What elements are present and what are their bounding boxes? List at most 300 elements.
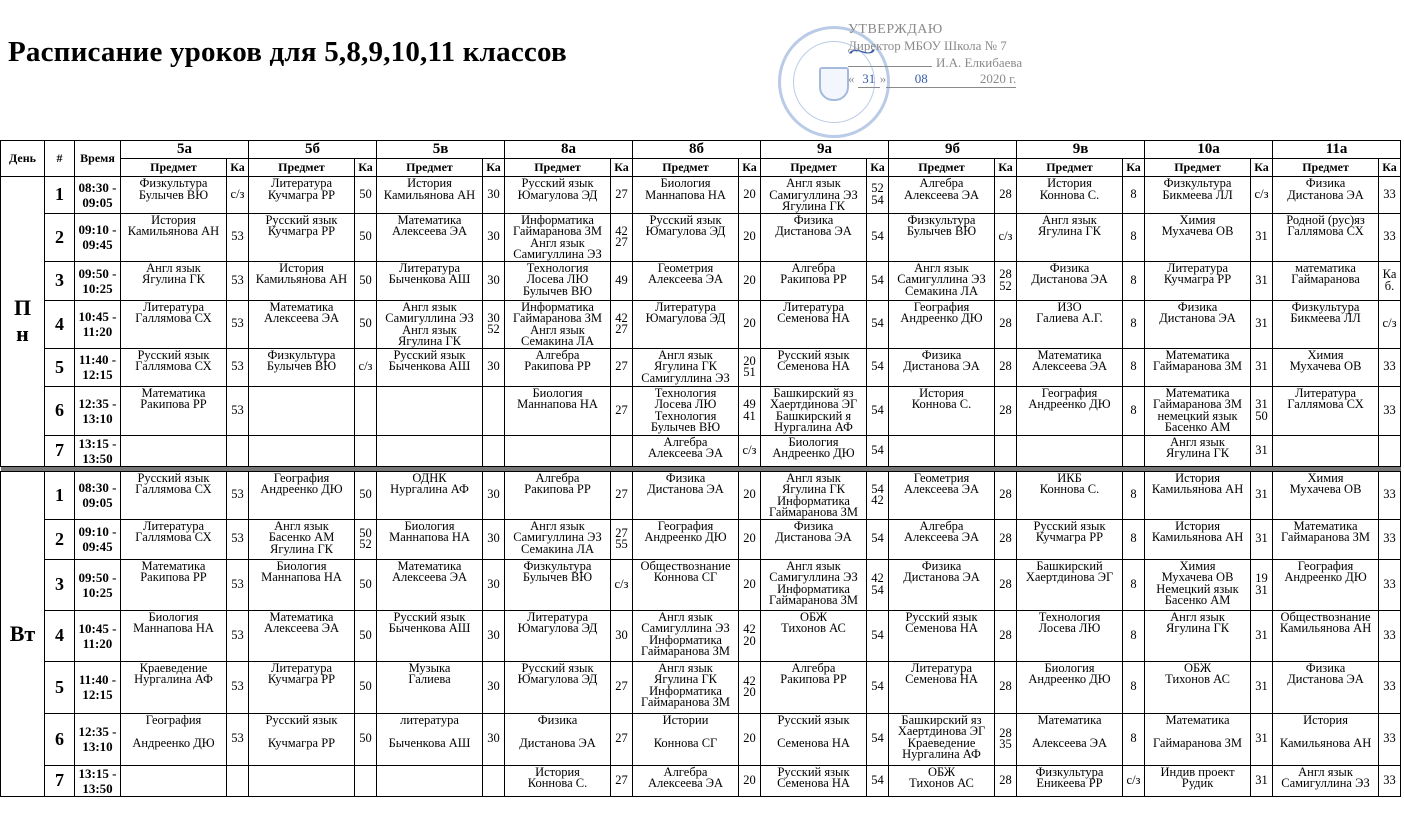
class-header: 11а <box>1273 141 1401 159</box>
room-header: Ка <box>483 159 505 177</box>
lesson-time: 11:40 - 12:15 <box>75 661 121 713</box>
subject-cell: Обществознание Камильянова АН <box>1273 610 1379 661</box>
lesson-time: 08:30 - 09:05 <box>75 471 121 519</box>
room-cell: 27 <box>611 713 633 765</box>
room-cell: 54 42 <box>867 471 889 519</box>
room-cell: 8 <box>1123 386 1145 435</box>
room-cell: 30 <box>483 177 505 214</box>
subject-cell: Физкультура Бикмеева ЛЛ <box>1273 300 1379 348</box>
room-cell: 20 <box>739 713 761 765</box>
subject-cell: Физкультура Булычев ВЮ <box>889 213 995 261</box>
room-cell <box>355 435 377 466</box>
subject-cell: Литература Быченкова АШ <box>377 261 483 300</box>
room-cell: 19 31 <box>1251 559 1273 610</box>
lesson-row <box>1 661 1401 713</box>
room-cell: 30 <box>483 471 505 519</box>
approval-position: Директор МБОУ Школа № 7 <box>848 38 1007 53</box>
subject-cell: Физкультура Еникеева РР <box>1017 765 1123 796</box>
room-cell: 50 <box>355 610 377 661</box>
room-cell: 54 <box>867 610 889 661</box>
room-cell: 50 <box>355 261 377 300</box>
subject-cell <box>121 765 227 796</box>
class-header: 10а <box>1145 141 1273 159</box>
room-cell: 54 <box>867 519 889 559</box>
lesson-number: 1 <box>45 177 75 214</box>
room-cell: 33 <box>1379 610 1401 661</box>
lesson-time: 11:40 - 12:15 <box>75 348 121 386</box>
subject-cell: ОДНК Нургалина АФ <box>377 471 483 519</box>
subject-cell: История Камильянова АН <box>249 261 355 300</box>
room-cell: 54 <box>867 261 889 300</box>
room-cell: 31 <box>1251 471 1273 519</box>
room-cell: 30 52 <box>483 300 505 348</box>
subject-cell: Химия Мухачева ОВ <box>1145 213 1251 261</box>
room-cell: 30 <box>483 213 505 261</box>
schedule-table <box>0 140 1401 797</box>
room-header: Ка <box>1123 159 1145 177</box>
lesson-time: 10:45 - 11:20 <box>75 300 121 348</box>
class-header: 5в <box>377 141 505 159</box>
room-cell: 27 <box>611 386 633 435</box>
room-cell: 50 <box>355 177 377 214</box>
lesson-number: 3 <box>45 559 75 610</box>
lesson-number: 1 <box>45 471 75 519</box>
room-cell: Ка б. <box>1379 261 1401 300</box>
room-cell: с/з <box>227 177 249 214</box>
lesson-row <box>1 261 1401 300</box>
room-cell: 20 <box>739 261 761 300</box>
room-cell: 20 51 <box>739 348 761 386</box>
subject-cell: Русский язык Галлямова СХ <box>121 348 227 386</box>
date-month: 08 <box>886 71 956 88</box>
subject-cell <box>1273 435 1379 466</box>
subject-cell: Математика Алексеева ЭА <box>249 300 355 348</box>
room-header: Ка <box>1379 159 1401 177</box>
subject-cell <box>889 435 995 466</box>
subject-cell: Русский язык Семенова НА <box>761 765 867 796</box>
room-cell: 28 52 <box>995 261 1017 300</box>
subject-cell: ИЗО Галиева А.Г. <box>1017 300 1123 348</box>
subject-cell <box>377 386 483 435</box>
room-cell: 27 <box>611 471 633 519</box>
subject-cell: математика Гаймаранова <box>1273 261 1379 300</box>
room-cell: 8 <box>1123 559 1145 610</box>
room-cell: 20 <box>739 213 761 261</box>
subject-cell: Химия Мухачева ОВ <box>1273 348 1379 386</box>
lesson-row <box>1 386 1401 435</box>
subject-cell: Англ язык Самигуллина ЭЗ Семакина ЛА <box>889 261 995 300</box>
room-cell: 49 <box>611 261 633 300</box>
lesson-number: 4 <box>45 300 75 348</box>
subject-header: Предмет <box>1017 159 1123 177</box>
lesson-row <box>1 300 1401 348</box>
room-cell: 31 50 <box>1251 386 1273 435</box>
date-day: 31 <box>858 71 880 88</box>
room-cell: с/з <box>355 348 377 386</box>
room-cell: 42 27 <box>611 213 633 261</box>
room-cell: 27 55 <box>611 519 633 559</box>
subject-cell: Химия Мухачева ОВ Немецкий язык Басенко АМ <box>1145 559 1251 610</box>
lesson-row <box>1 348 1401 386</box>
room-header: Ка <box>739 159 761 177</box>
room-cell: 49 41 <box>739 386 761 435</box>
subject-cell: География Андреенко ДЮ <box>1273 559 1379 610</box>
room-cell: 54 <box>867 300 889 348</box>
subject-cell: Математика Гаймаранова ЗМ <box>1145 713 1251 765</box>
room-header: Ка <box>227 159 249 177</box>
lesson-number: 7 <box>45 435 75 466</box>
room-cell: с/з <box>1123 765 1145 796</box>
room-cell: 50 <box>355 713 377 765</box>
subject-cell: Биология Маннапова НА <box>505 386 611 435</box>
lesson-time: 09:10 - 09:45 <box>75 519 121 559</box>
room-cell: с/з <box>995 213 1017 261</box>
subject-cell: Алгебра Ракипова РР <box>505 348 611 386</box>
subject-cell <box>249 765 355 796</box>
room-cell: 50 <box>355 300 377 348</box>
class-header: 5б <box>249 141 377 159</box>
subject-cell: Русский язык Кучмагра РР <box>249 213 355 261</box>
room-cell: 31 <box>1251 213 1273 261</box>
room-cell: 50 <box>355 471 377 519</box>
lesson-time: 12:35 - 13:10 <box>75 386 121 435</box>
date-year: 2020 г. <box>956 71 1016 88</box>
subject-cell: Алгебра Алексеева ЭА <box>889 519 995 559</box>
subject-cell: Физика Дистанова ЭА <box>505 713 611 765</box>
room-cell: 8 <box>1123 519 1145 559</box>
room-cell: 53 <box>227 213 249 261</box>
room-cell: 28 <box>995 519 1017 559</box>
lesson-number: 7 <box>45 765 75 796</box>
subject-cell: Биология Маннапова НА <box>249 559 355 610</box>
page-title: Расписание уроков для 5,8,9,10,11 классов <box>8 36 567 68</box>
room-cell: 50 <box>355 559 377 610</box>
room-cell: 54 <box>867 765 889 796</box>
room-cell: 53 <box>227 713 249 765</box>
room-cell: 42 20 <box>739 610 761 661</box>
lesson-row <box>1 559 1401 610</box>
room-header: Ка <box>611 159 633 177</box>
lesson-time: 10:45 - 11:20 <box>75 610 121 661</box>
room-cell: 27 <box>611 765 633 796</box>
room-header: Ка <box>355 159 377 177</box>
room-cell: 8 <box>1123 471 1145 519</box>
subject-cell: Краеведение Нургалина АФ <box>121 661 227 713</box>
room-cell: 8 <box>1123 261 1145 300</box>
room-cell: 31 <box>1251 300 1273 348</box>
class-header: 8а <box>505 141 633 159</box>
subject-cell: Англ язык Ягулина ГК <box>1017 213 1123 261</box>
room-cell: 33 <box>1379 765 1401 796</box>
subject-cell: Англ язык Ягулина ГК Самигуллина ЭЗ <box>633 348 739 386</box>
room-cell: 33 <box>1379 559 1401 610</box>
room-header: Ка <box>1251 159 1273 177</box>
room-cell: 42 20 <box>739 661 761 713</box>
room-cell: 50 52 <box>355 519 377 559</box>
subject-cell: Физкультура Бикмеева ЛЛ <box>1145 177 1251 214</box>
subject-cell: География Андреенко ДЮ <box>889 300 995 348</box>
room-cell: 33 <box>1379 177 1401 214</box>
room-cell <box>355 386 377 435</box>
room-cell: 8 <box>1123 348 1145 386</box>
class-header: 9а <box>761 141 889 159</box>
room-cell: 31 <box>1251 348 1273 386</box>
subject-header: Предмет <box>1273 159 1379 177</box>
subject-cell: Алгебра Алексеева ЭА <box>633 435 739 466</box>
room-cell: 52 54 <box>867 177 889 214</box>
subject-header: Предмет <box>249 159 355 177</box>
header-number: # <box>45 141 75 177</box>
room-cell: 30 <box>483 348 505 386</box>
room-cell: 30 <box>483 661 505 713</box>
subject-cell: История Коннова С. <box>889 386 995 435</box>
subject-cell: Физика Дистанова ЭА <box>1145 300 1251 348</box>
room-cell: 31 <box>1251 765 1273 796</box>
room-cell: 54 <box>867 386 889 435</box>
approval-block <box>848 22 1022 88</box>
lesson-time: 09:50 - 10:25 <box>75 559 121 610</box>
room-cell: 53 <box>227 348 249 386</box>
subject-cell <box>121 435 227 466</box>
room-cell: 33 <box>1379 213 1401 261</box>
approval-heading: УТВЕРЖДАЮ <box>848 22 943 37</box>
subject-cell: География Андреенко ДЮ <box>121 713 227 765</box>
subject-cell: Англ язык Самигуллина ЭЗ Информатика Гаймаранова ЗМ <box>633 610 739 661</box>
subject-cell <box>249 386 355 435</box>
subject-cell: Англ язык Ягулина ГК Информатика Гаймаранова ЗМ <box>633 661 739 713</box>
subject-cell: Математика Ракипова РР <box>121 386 227 435</box>
room-cell: 53 <box>227 300 249 348</box>
subject-cell: Физика Дистанова ЭА <box>1273 177 1379 214</box>
room-cell: 53 <box>227 559 249 610</box>
subject-cell: Математика Гаймаранова ЗМ немецкий язык Басенко АМ <box>1145 386 1251 435</box>
room-cell: 28 <box>995 386 1017 435</box>
header-day: День <box>1 141 45 177</box>
room-cell: 30 <box>483 519 505 559</box>
subject-cell <box>377 765 483 796</box>
room-cell: 30 <box>483 261 505 300</box>
approval-date: « 31 » 08 2020 г. <box>848 71 1017 86</box>
subject-cell: Башкирский яз Хаертдинова ЭГ Краеведение Нургалина АФ <box>889 713 995 765</box>
lesson-row <box>1 713 1401 765</box>
room-cell: 27 <box>611 348 633 386</box>
subject-cell: Англ язык Ягулина ГК <box>1145 610 1251 661</box>
lesson-number: 2 <box>45 519 75 559</box>
room-cell: 53 <box>227 610 249 661</box>
subject-cell: Англ язык Самигуллина ЭЗ Информатика Гаймаранова ЗМ <box>761 559 867 610</box>
subject-cell: ОБЖ Тихонов АС <box>1145 661 1251 713</box>
subject-cell <box>377 435 483 466</box>
subject-cell: Алгебра Алексеева ЭА <box>633 765 739 796</box>
lesson-number: 5 <box>45 348 75 386</box>
lesson-number: 5 <box>45 661 75 713</box>
room-cell: 31 <box>1251 261 1273 300</box>
room-cell: с/з <box>1251 177 1273 214</box>
room-cell <box>483 765 505 796</box>
subject-cell: Физика Дистанова ЭА <box>761 519 867 559</box>
room-cell: 28 <box>995 765 1017 796</box>
lesson-time: 13:15 - 13:50 <box>75 435 121 466</box>
header-time: Время <box>75 141 121 177</box>
room-cell: 42 27 <box>611 300 633 348</box>
lesson-time: 13:15 - 13:50 <box>75 765 121 796</box>
subject-cell: Русский язык Семенова НА <box>761 713 867 765</box>
subject-cell: История Коннова С. <box>1017 177 1123 214</box>
lesson-number: 6 <box>45 386 75 435</box>
room-cell: 33 <box>1379 348 1401 386</box>
room-header: Ка <box>867 159 889 177</box>
room-cell <box>355 765 377 796</box>
subject-cell: Литература Кучмагра РР <box>1145 261 1251 300</box>
room-cell: 31 <box>1251 713 1273 765</box>
subject-cell: ИКБ Коннова С. <box>1017 471 1123 519</box>
subject-cell: Физика Дистанова ЭА <box>889 559 995 610</box>
room-cell: 31 <box>1251 435 1273 466</box>
room-cell: 20 <box>739 471 761 519</box>
subject-cell <box>249 435 355 466</box>
room-cell: 53 <box>227 386 249 435</box>
room-cell <box>483 435 505 466</box>
subject-cell: Алгебра Алексеева ЭА <box>889 177 995 214</box>
subject-cell: Геометрия Алексеева ЭА <box>633 261 739 300</box>
room-cell: 28 <box>995 177 1017 214</box>
approval-signature-line <box>848 54 1022 71</box>
room-cell: 54 <box>867 213 889 261</box>
subject-cell: Англ язык Басенко АМ Ягулина ГК <box>249 519 355 559</box>
subject-cell: История Коннова С. <box>505 765 611 796</box>
room-cell: 8 <box>1123 713 1145 765</box>
room-cell: 8 <box>1123 177 1145 214</box>
subject-cell: Литература Юмагулова ЭД <box>505 610 611 661</box>
subject-cell: Математика Алексеева ЭА <box>1017 348 1123 386</box>
subject-cell: Технология Лосева ЛЮ Технология Булычев ВЮ <box>633 386 739 435</box>
subject-cell: Родной (рус)яз Галлямова СХ <box>1273 213 1379 261</box>
room-cell: 28 <box>995 471 1017 519</box>
emblem-icon <box>819 67 849 101</box>
subject-cell: Литература Юмагулова ЭД <box>633 300 739 348</box>
lesson-number: 4 <box>45 610 75 661</box>
room-cell: 8 <box>1123 213 1145 261</box>
subject-cell: Русский язык Быченкова АШ <box>377 610 483 661</box>
room-cell: 28 <box>995 661 1017 713</box>
room-cell: 33 <box>1379 386 1401 435</box>
signature-icon <box>848 54 932 67</box>
subject-cell: Литература Кучмагра РР <box>249 177 355 214</box>
subject-cell: Литература Галлямова СХ <box>1273 386 1379 435</box>
subject-cell: Англ язык Ягулина ГК Информатика Гаймаранова ЗМ <box>761 471 867 519</box>
subject-cell: Физика Дистанова ЭА <box>1017 261 1123 300</box>
room-cell: 30 <box>483 559 505 610</box>
subject-cell: Биология Маннапова НА <box>121 610 227 661</box>
room-cell: 31 <box>1251 610 1273 661</box>
subject-cell: Биология Маннапова НА <box>633 177 739 214</box>
room-cell: с/з <box>1379 300 1401 348</box>
room-cell: с/з <box>611 559 633 610</box>
subject-cell: Башкирский яз Хаертдинова ЭГ Башкирский я Нургалина АФ <box>761 386 867 435</box>
subject-cell: Физика Дистанова ЭА <box>1273 661 1379 713</box>
subject-cell <box>1017 435 1123 466</box>
subject-cell: Башкирский Хаертдинова ЭГ <box>1017 559 1123 610</box>
lesson-time: 08:30 - 09:05 <box>75 177 121 214</box>
room-cell: 28 <box>995 610 1017 661</box>
room-cell: 31 <box>1251 519 1273 559</box>
subject-cell: Англ язык Самигуллина ЭЗ <box>1273 765 1379 796</box>
subject-cell: Физкультура Булычев ВЮ <box>505 559 611 610</box>
room-cell: 20 <box>739 765 761 796</box>
room-cell: 42 54 <box>867 559 889 610</box>
subject-cell: Алгебра Ракипова РР <box>761 661 867 713</box>
subject-cell: Физкультура Булычев ВЮ <box>121 177 227 214</box>
room-cell: 33 <box>1379 661 1401 713</box>
subject-cell: Технология Лосева ЛЮ Булычев ВЮ <box>505 261 611 300</box>
subject-cell: Информатика Гаймаранова ЗМ Англ язык Самигуллина ЭЗ <box>505 213 611 261</box>
subject-header: Предмет <box>377 159 483 177</box>
lesson-number: 2 <box>45 213 75 261</box>
lesson-time: 09:10 - 09:45 <box>75 213 121 261</box>
room-cell: 50 <box>355 661 377 713</box>
subject-cell: Русский язык Быченкова АШ <box>377 348 483 386</box>
subject-cell: Математика Алексеева ЭА <box>377 213 483 261</box>
subject-cell: Биология Маннапова НА <box>377 519 483 559</box>
room-cell: 20 <box>739 559 761 610</box>
subject-cell: География Андреенко ДЮ <box>249 471 355 519</box>
room-cell: 20 <box>739 177 761 214</box>
room-cell: 30 <box>611 610 633 661</box>
subject-cell: Математика Ракипова РР <box>121 559 227 610</box>
room-cell: 33 <box>1379 713 1401 765</box>
subject-cell: Англ язык Ягулина ГК <box>1145 435 1251 466</box>
subject-cell: Технология Лосева ЛЮ <box>1017 610 1123 661</box>
room-cell <box>995 435 1017 466</box>
room-cell: 33 <box>1379 471 1401 519</box>
subject-cell: Математика Алексеева ЭА <box>377 559 483 610</box>
room-cell: 27 <box>611 661 633 713</box>
subject-cell: Русский язык Юмагулова ЭД <box>505 661 611 713</box>
subject-cell: Математика Гаймаранова ЗМ <box>1145 348 1251 386</box>
room-cell <box>483 386 505 435</box>
room-cell <box>1123 435 1145 466</box>
subject-cell: География Андреенко ДЮ <box>1017 386 1123 435</box>
room-cell: 28 <box>995 559 1017 610</box>
subject-cell: История Камильянова АН <box>1145 471 1251 519</box>
subject-header: Предмет <box>633 159 739 177</box>
subject-cell: Русский язык Кучмагра РР <box>1017 519 1123 559</box>
subject-cell: География Андреенко ДЮ <box>633 519 739 559</box>
room-cell <box>227 765 249 796</box>
subject-cell: Литература Семенова НА <box>889 661 995 713</box>
room-cell <box>227 435 249 466</box>
approval-director-name: И.А. Елкибаева <box>936 55 1023 70</box>
subject-cell: Литература Галлямова СХ <box>121 519 227 559</box>
subject-cell: Литература Кучмагра РР <box>249 661 355 713</box>
subject-cell: Биология Андреенко ДЮ <box>1017 661 1123 713</box>
subject-cell: Химия Мухачева ОВ <box>1273 471 1379 519</box>
room-cell: 54 <box>867 435 889 466</box>
subject-cell: Англ язык Самигуллина ЭЗ Семакина ЛА <box>505 519 611 559</box>
subject-cell <box>505 435 611 466</box>
subject-cell: Русский язык Семенова НА <box>889 610 995 661</box>
subject-header: Предмет <box>505 159 611 177</box>
subject-cell: Русский язык Юмагулова ЭД <box>505 177 611 214</box>
subject-cell: Математика Алексеева ЭА <box>249 610 355 661</box>
room-cell: 28 <box>995 300 1017 348</box>
subject-cell: литература Быченкова АШ <box>377 713 483 765</box>
subject-cell: Русский язык Юмагулова ЭД <box>633 213 739 261</box>
room-cell: с/з <box>739 435 761 466</box>
subject-cell: Русский язык Кучмагра РР <box>249 713 355 765</box>
room-cell: 8 <box>1123 661 1145 713</box>
subject-cell: История Камильянова АН <box>377 177 483 214</box>
